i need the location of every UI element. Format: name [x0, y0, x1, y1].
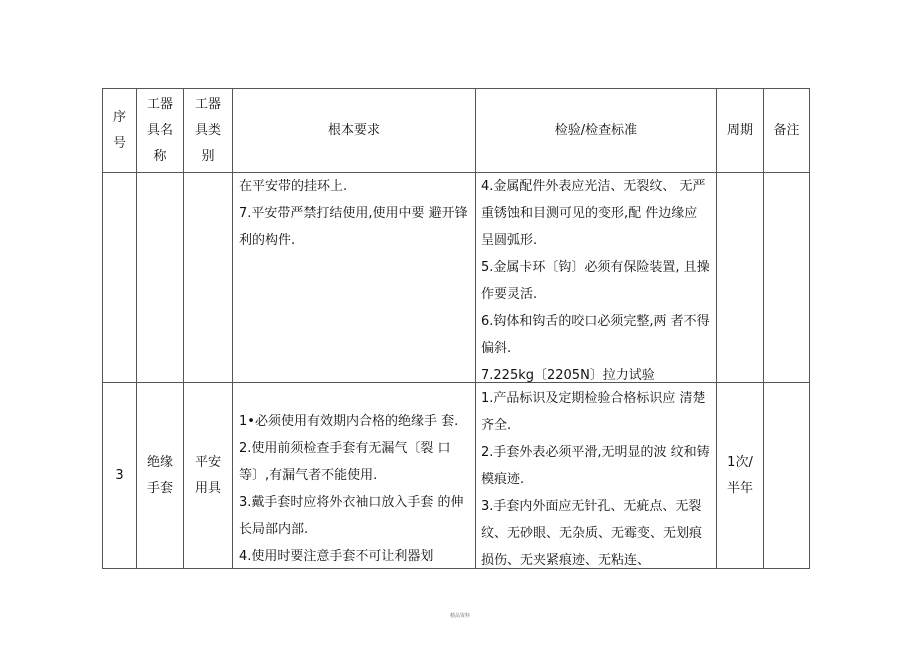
- header-remark: 备注: [773, 122, 800, 138]
- header-inspection-standard: 检验/检查标准: [554, 122, 638, 138]
- table-border-right: [809, 88, 810, 569]
- row2-tool-category: 平安 用具: [194, 454, 221, 496]
- row2-tool-name: 绝缘 手套: [146, 454, 173, 496]
- row1-basic-requirement: 在平安带的挂环上. 7.平安带严禁打结使用,使用中要 避开锋利的构件.: [239, 179, 468, 248]
- row1-inspection-standard: 4.金属配件外表应光洁、无裂纹、 无严重锈蚀和目测可见的变形,配 件边缘应呈圆弧形. 5.金属卡环〔钩〕必须有保险装置, 且操作要灵活. 6.钩体和钩舌的咬口必须完整,两 者不得偏斜. 7.225kg〔2205N〕拉力试验: [481, 179, 710, 382]
- row2-inspection-standard: 1.产品标识及定期检验合格标识应 清楚齐全. 2.手套外表必须平滑,无明显的波 纹和铸模痕迹. 3.手套内外面应无针孔、无疵点、无裂纹、无砂眼、无杂质、无霉变、无划痕损伤、无夹紧痕迹、无粘连、: [481, 391, 710, 568]
- table-border-bottom: [102, 568, 810, 569]
- header-seq: 序 号: [112, 109, 126, 151]
- header-basic-requirement: 根本要求: [327, 122, 380, 138]
- header-tool-category: 工器 具类 别: [194, 96, 221, 164]
- row2-basic-requirement: 1•必须使用有效期内合格的绝缘手 套. 2.使用前须检查手套有无漏气〔裂 口等〕,有漏气者不能使用. 3.戴手套时应将外衣袖口放入手套 的伸长局部内部. 4.使用时要注意手套不可让利器划: [239, 414, 464, 564]
- page-footer: 精品资料: [449, 613, 470, 619]
- row2-period: 1次/ 半年: [726, 454, 753, 496]
- header-tool-name: 工器 具名 称: [146, 96, 173, 164]
- header-period: 周期: [726, 122, 753, 138]
- row2-seq: 3: [115, 467, 124, 483]
